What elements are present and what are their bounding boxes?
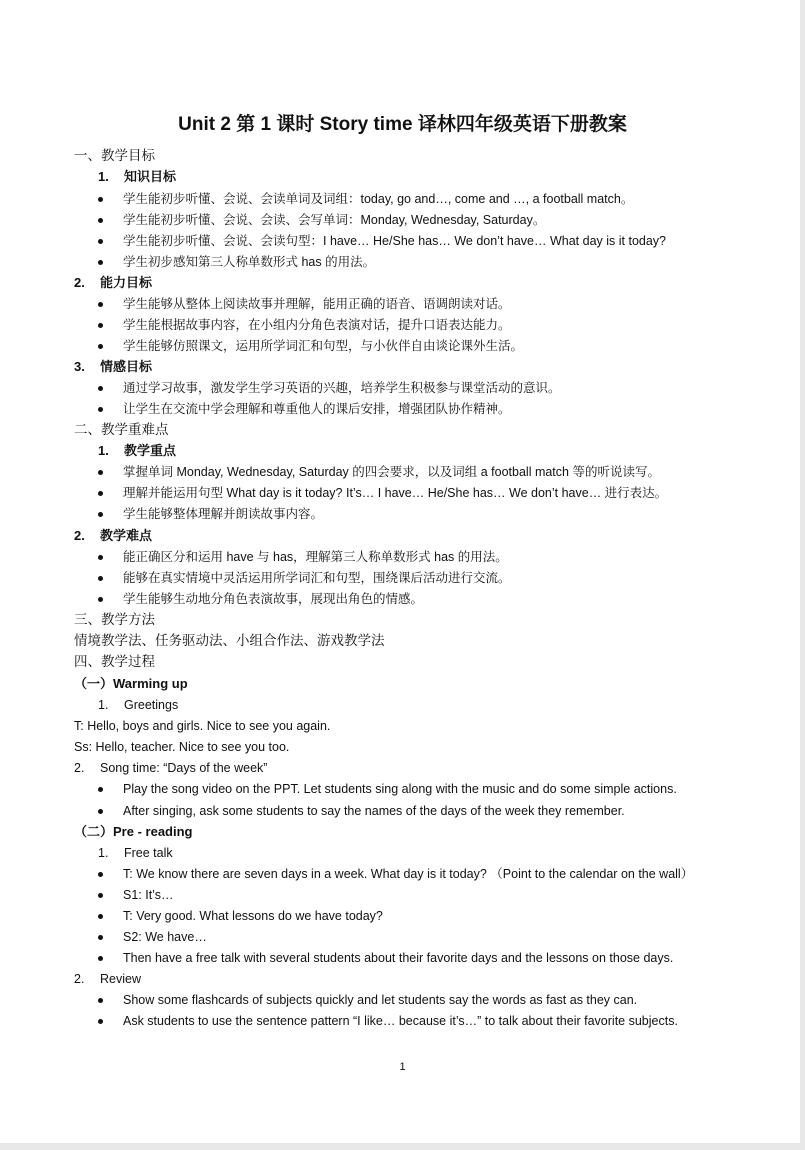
subsection-title: 能力目标 [100, 275, 153, 290]
subsection-title: 教学重点 [124, 443, 177, 458]
bullet-icon [98, 998, 103, 1003]
subsection-number: 2. [74, 528, 85, 543]
bullet-icon [98, 344, 103, 349]
dialogue-line: T: Hello, boys and girls. Nice to see you again. [74, 719, 331, 733]
subsection-emotion [74, 358, 152, 376]
bullet-icon [98, 1019, 103, 1024]
bullet-icon [98, 491, 103, 496]
bullet-icon [98, 239, 103, 244]
subsection-knowledge [98, 168, 176, 186]
document-page: Unit 2 第 1 课时 Story time 译林四年级英语下册教案 一、教学目标 1. 知识目标 学生能初步听懂、会说、会读单词及词组：today, go and…, come and …, a football match。 学生能初步听懂、会说、会读、会写单词：Monday, Wednesday, Saturday。 学生能初步听懂、会说、会读句型：I have… He/She has… We don’t have… What day is it today? 学生初步感知第三人称单数形式 has 的用法。 2. 能力目标 学生能够从整体上阅读故事并理解，能用正确的语音、语调朗读对话。 学生能根据故事内容，在小组内分角色表演对话，提升口语表达能力。 学生能够仿照课文，运用所学词汇和句型，与小伙伴自由谈论课外生活。 3. 情感目标 通过学习故事，激发学生学习英语的兴趣，培养学生积极参与课堂活动的意识。 让学生在交流中学会理解和尊重他人的课后安排，增强团队协作精神。 二、教学重难点 1. 教学重点 掌握单词 Monday, Wednesday, Saturday 的四会要求，以及词组 a football match 等的听说读写。 理解并能运用句型 What day is it today? It’s… I have… He/She has… We don’t have… 进行表达。 学生能够整体理解并朗读故事内容。 2. 教学难点 能正确区分和运用 have 与 has，理解第三人称单数形式 has 的用法。 能够在真实情境中灵活运用所学词汇和句型，围绕课后活动进行交流。 学生能够生动地分角色表演故事，展现出角色的情感。 三、教学方法 情境教学法、任务驱动法、小组合作法、游戏教学法 四、教学过程 （一）Warming up 1. Greetings T: Hello, boys and girls. Nice to see you again. Ss: Hello, teacher. Nice to see you too. 2. Song time: “Days of the week” Play the song video on the PPT. Let students sing along with the music and do some simple actions. After singing, ask some students to say the names of the days of the week they remember. （二）Pre - reading 1. Free talk T: We know there are seven days in a week. What day is it today? （Point to the calendar on the wall） S1: It’s… T: Very good. What lessons do we have today? S2: We have… Then have a free talk with several students about their favorite days and the lessons on those days. 2. Review Show some flashcards of subjects quickly and let students say the words as fast as they can. Ask students to use the sentence pattern “I like… because it’s…” to talk about their favorite subjects. 1 [0, 0, 800, 1143]
section-heading-objectives: 一、教学目标 [74, 148, 155, 163]
bullet-icon [98, 512, 103, 517]
bullet-icon [98, 787, 103, 792]
subsection-key [98, 442, 176, 460]
bullet-icon [98, 893, 103, 898]
bullet-icon [98, 218, 103, 223]
subsection-number: 2. [74, 275, 85, 290]
bullet-icon [98, 407, 103, 412]
subsection-number: 3. [74, 359, 85, 374]
free-talk-heading: 1. Free talk [98, 846, 173, 860]
bullet-icon [98, 302, 103, 307]
greetings-heading: 1. Greetings [98, 698, 179, 712]
section-heading-key-points: 二、教学重难点 [74, 422, 169, 437]
subsection-difficult [74, 527, 152, 545]
subsection-title: 教学难点 [100, 528, 153, 543]
subsection-ability [74, 274, 152, 292]
bullet-icon [98, 914, 103, 919]
bullet-icon [98, 597, 103, 602]
bullet-icon [98, 555, 103, 560]
step-pre-reading: （二）Pre - reading [74, 824, 193, 839]
document-title: Unit 2 第 1 课时 Story time 译林四年级英语下册教案 [178, 114, 627, 135]
bullet-icon [98, 872, 103, 877]
bullet-icon [98, 809, 103, 814]
bullet-icon [98, 470, 103, 475]
bullet-icon [98, 956, 103, 961]
section-heading-process: 四、教学过程 [74, 654, 155, 669]
bullet-icon [98, 935, 103, 940]
song-time-heading: 2. Song time: “Days of the week” [74, 761, 268, 775]
subsection-number: 1. [98, 169, 109, 184]
review-heading: 2. Review [74, 972, 141, 986]
page-number: 1 [399, 1061, 406, 1073]
bullet-icon [98, 260, 103, 265]
methods-text: 情境教学法、任务驱动法、小组合作法、游戏教学法 [74, 633, 385, 648]
step-warming-up: （一）Warming up [74, 676, 188, 691]
dialogue-line: Ss: Hello, teacher. Nice to see you too. [74, 740, 290, 754]
subsection-number: 1. [98, 443, 109, 458]
section-heading-methods: 三、教学方法 [74, 612, 155, 627]
bullet-icon [98, 197, 103, 202]
subsection-title: 情感目标 [100, 359, 153, 374]
bullet-icon [98, 323, 103, 328]
subsection-title: 知识目标 [124, 169, 177, 184]
bullet-icon [98, 576, 103, 581]
bullet-icon [98, 386, 103, 391]
